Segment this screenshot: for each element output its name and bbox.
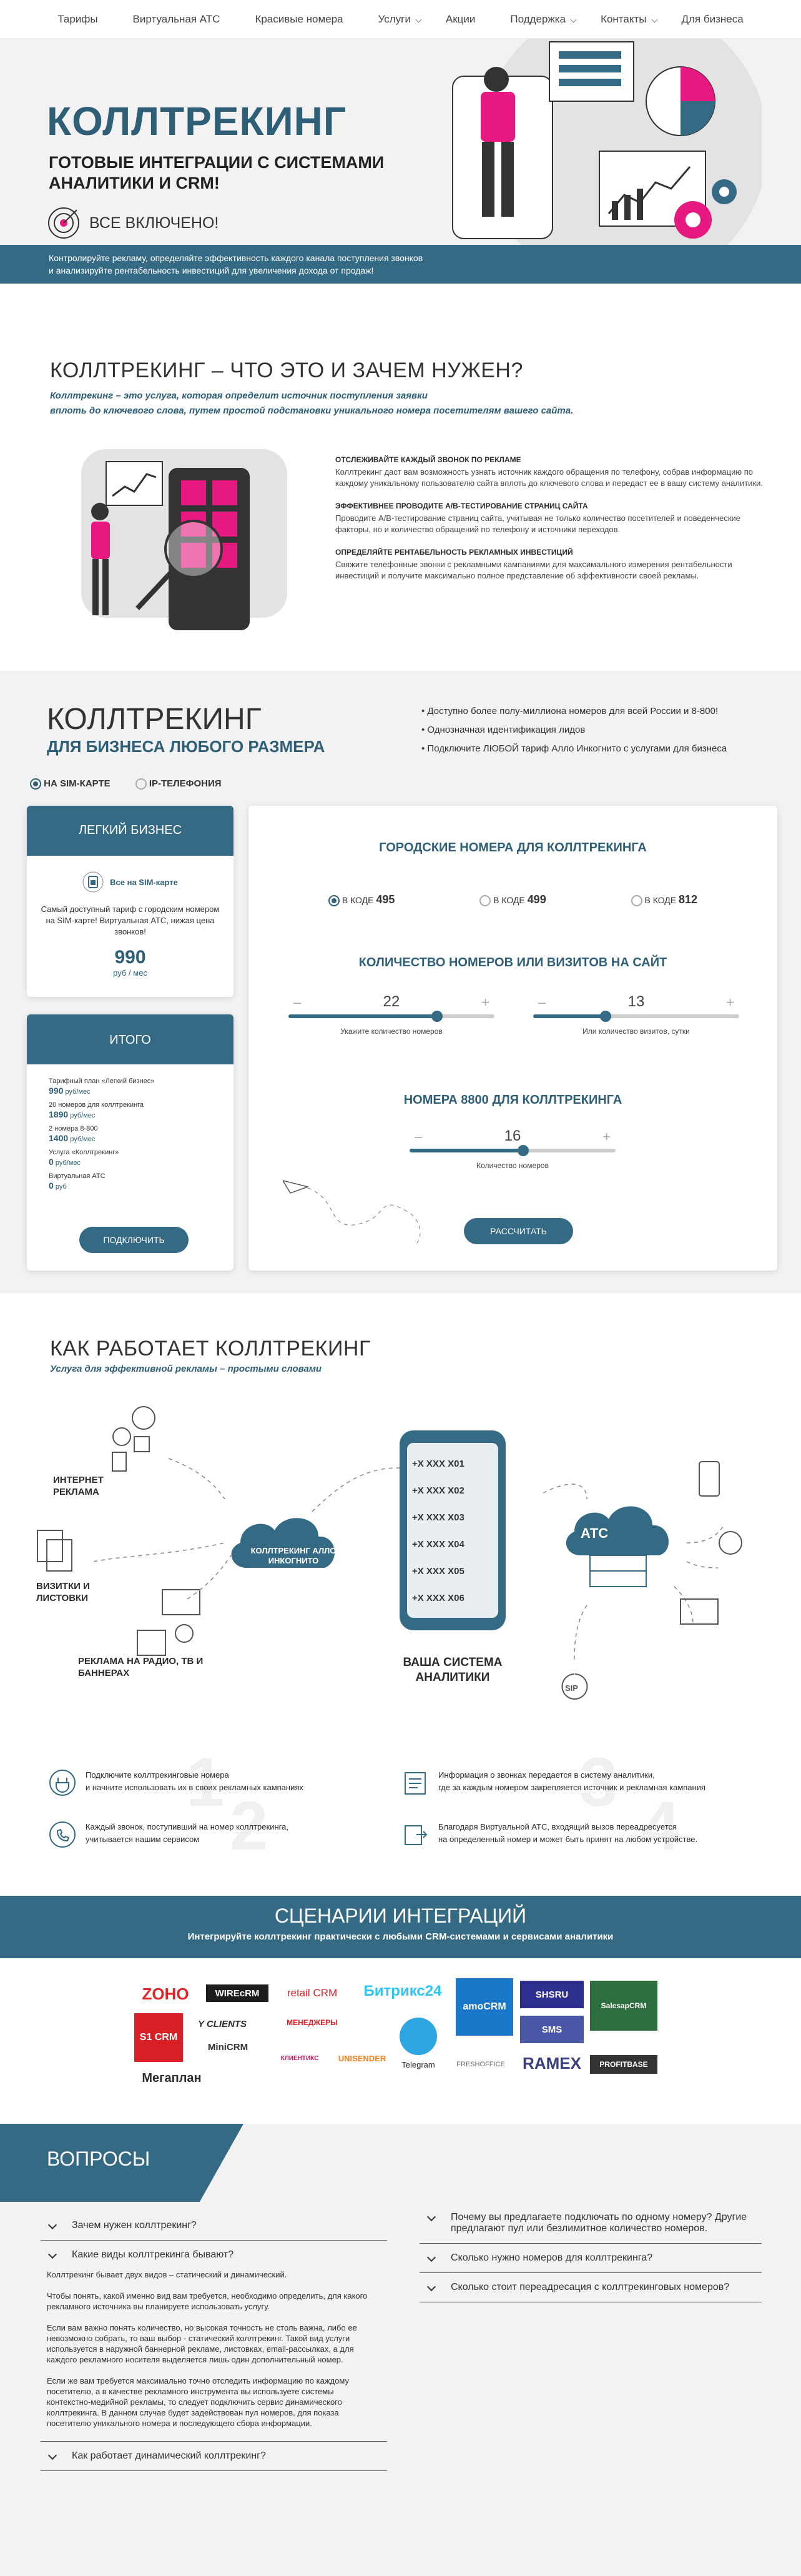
numbers-slider-value[interactable]: 22 bbox=[383, 993, 400, 1010]
logo-shsru[interactable]: SHSRU bbox=[520, 1981, 584, 2008]
total-line-label: 20 номеров для коллтрекинга bbox=[49, 1101, 144, 1109]
total-line-unit: руб/мес bbox=[63, 1088, 91, 1096]
calc-bullet: • Доступно более полу-миллиона номеров для всей России и 8-800! bbox=[421, 706, 719, 716]
calc-title: КОЛЛТРЕКИНГ bbox=[47, 703, 262, 736]
radio-sim[interactable] bbox=[30, 778, 41, 790]
total-line-unit: руб bbox=[53, 1183, 67, 1191]
phone-number: +X XXX X03 bbox=[412, 1512, 464, 1523]
slider-fill bbox=[288, 1014, 437, 1018]
phone-number: +X XXX X02 bbox=[412, 1485, 464, 1496]
total-line bbox=[49, 1172, 233, 1192]
calculate-button[interactable]: РАССЧИТАТЬ bbox=[464, 1218, 573, 1244]
code-option-495[interactable] bbox=[328, 893, 395, 906]
total-line-value: 0 bbox=[49, 1181, 54, 1191]
faq-answer-paragraph: Чтобы понять, какой именно вид вам требуется, необходимо определить, для какого рекламного источника вы планируете использовать услугу. bbox=[47, 2291, 368, 2311]
calc-section bbox=[0, 671, 801, 1293]
how-step bbox=[49, 1769, 303, 1796]
what-point bbox=[335, 455, 766, 489]
phone-number: +X XXX X06 bbox=[412, 1593, 464, 1603]
slider-handle[interactable] bbox=[518, 1145, 529, 1156]
t8800-slider[interactable] bbox=[410, 1127, 616, 1170]
code-option-499[interactable] bbox=[479, 893, 546, 906]
calc-card bbox=[248, 806, 777, 1271]
what-point-heading: ОПРЕДЕЛЯЙТЕ РЕНТАБЕЛЬНОСТЬ РЕКЛАМНЫХ ИНВЕСТИЦИЙ bbox=[335, 548, 573, 557]
what-point bbox=[335, 502, 766, 535]
how-title: КАК РАБОТАЕТ КОЛЛТРЕКИНГ bbox=[50, 1337, 371, 1360]
what-lead bbox=[50, 389, 573, 419]
report-icon bbox=[401, 1769, 429, 1796]
plan-desc: Самый доступный тариф с городским номером на SIM-карте! Виртуальная АТС, нижая цена звонков! bbox=[41, 904, 220, 936]
nav-item-support[interactable]: Поддержка bbox=[493, 13, 583, 26]
analytics-label: ВАША СИСТЕМА АНАЛИТИКИ bbox=[403, 1656, 503, 1684]
hero-subtitle: ГОТОВЫЕ ИНТЕГРАЦИИ С СИСТЕМАМИ АНАЛИТИКИ И CRM! bbox=[49, 153, 385, 192]
faq-question[interactable]: Почему вы предлагаете подключать по одному номеру? Другие предлагают пул или безлимитное количество номеров. bbox=[420, 2203, 762, 2244]
code-label: В КОДЕ bbox=[644, 895, 677, 905]
total-header: ИТОГО bbox=[27, 1014, 233, 1064]
source-cards: ВИЗИТКИ И ЛИСТОВКИ bbox=[36, 1581, 90, 1603]
code-options bbox=[248, 893, 777, 906]
t8800-slider-value[interactable]: 16 bbox=[504, 1127, 521, 1144]
hero-bar-line2: и анализируйте рентабельность инвестиций для увеличения дохода от продаж! bbox=[49, 265, 374, 275]
logo-telegram[interactable]: Telegram bbox=[401, 2059, 435, 2069]
forward-call-icon bbox=[401, 1821, 429, 1848]
integr-title: СЦЕНАРИИ ИНТЕГРАЦИЙ bbox=[274, 1905, 527, 1927]
code-label: В КОДЕ bbox=[493, 895, 525, 905]
how-step bbox=[49, 1821, 288, 1848]
step-number: 4 bbox=[642, 1788, 681, 1865]
tab-sim[interactable] bbox=[30, 778, 111, 790]
sim-card-icon bbox=[82, 871, 104, 893]
total-line-value: 990 bbox=[49, 1086, 64, 1096]
step-number: 2 bbox=[230, 1788, 268, 1865]
radio-812[interactable] bbox=[631, 895, 642, 906]
phone-number: +X XXX X04 bbox=[412, 1539, 464, 1550]
how-steps bbox=[49, 1744, 767, 1880]
plus-icon[interactable]: + bbox=[602, 1129, 611, 1144]
total-line-unit: руб/мес bbox=[53, 1159, 81, 1167]
faq-question[interactable]: Как работает динамический коллтрекинг? bbox=[41, 2441, 387, 2471]
logo-ramex[interactable]: RAMEX bbox=[523, 2053, 581, 2073]
plug-icon bbox=[49, 1769, 76, 1796]
visits-slider-caption: Или количество визитов, сутки bbox=[582, 1027, 690, 1036]
plan-card[interactable] bbox=[27, 806, 233, 997]
logo-minicrm[interactable]: MiniCRM bbox=[207, 2041, 248, 2053]
total-line bbox=[49, 1077, 233, 1097]
visits-slider[interactable] bbox=[533, 993, 739, 1036]
total-line-value: 1400 bbox=[49, 1133, 69, 1143]
radio-ip[interactable] bbox=[135, 778, 147, 790]
total-card bbox=[27, 1014, 233, 1271]
radio-495[interactable] bbox=[328, 895, 340, 906]
source-media: РЕКЛАМА НА РАДИО, ТВ И БАННЕРАХ bbox=[78, 1656, 204, 1678]
how-subtitle: Услуга для эффективной рекламы – простыми словами bbox=[50, 1364, 322, 1374]
faq-answer-paragraph: Коллтрекинг бывает двух видов – статический и динамический. bbox=[47, 2270, 287, 2279]
plan-badge-text: Все на SIM-карте bbox=[110, 877, 178, 887]
visits-slider-value[interactable]: 13 bbox=[627, 993, 645, 1010]
faq-question[interactable]: Сколько нужно номеров для коллтрекинга? bbox=[420, 2244, 762, 2273]
calc-subtitle: ДЛЯ БИЗНЕСА ЛЮБОГО РАЗМЕРА bbox=[47, 737, 325, 756]
how-step bbox=[401, 1821, 697, 1848]
total-line bbox=[49, 1124, 233, 1144]
step-number: 3 bbox=[579, 1744, 618, 1821]
what-point-heading: ОТСЛЕЖИВАЙТЕ КАЖДЫЙ ЗВОНОК ПО РЕКЛАМЕ bbox=[335, 455, 521, 464]
step-text: Информация о звонках передается в систему аналитики, bbox=[438, 1770, 655, 1780]
logo-freshoffice[interactable]: FRESHOFFICE bbox=[456, 2061, 505, 2068]
nav-item-vpbx[interactable]: Виртуальная АТС bbox=[132, 12, 220, 25]
plan-price: 990 bbox=[114, 947, 146, 968]
radio-499[interactable] bbox=[479, 895, 491, 906]
calc-bullet: • Подключите ЛЮБОЙ тариф Алло Инкогнито с услугами для бизнеса bbox=[421, 743, 727, 754]
total-line-unit: руб/мес bbox=[68, 1136, 96, 1143]
minus-icon[interactable]: – bbox=[415, 1129, 423, 1144]
what-point-text: Свяжите телефонные звонки с рекламными кампаниями для максимального измерения рентабельности инвестиций и получите максимально полное представление об эффективности своей рекламы. bbox=[335, 560, 732, 580]
logo-bitrix24[interactable]: Битрикс24 bbox=[363, 1983, 442, 1999]
phone-number-list bbox=[412, 1459, 499, 1620]
logo-retailcrm[interactable]: retail CRM bbox=[287, 1987, 338, 1999]
total-line-label: Виртуальная АТС bbox=[49, 1172, 106, 1180]
plan-badge bbox=[27, 871, 233, 893]
logo-s1crm[interactable]: S1 CRM bbox=[134, 2013, 183, 2062]
hero-included bbox=[47, 206, 219, 240]
source-internet: ИНТЕРНЕТ РЕКЛАМА bbox=[53, 1475, 104, 1497]
total-line-label: Услуга «Коллтрекинг» bbox=[49, 1149, 119, 1156]
step-text: и начните использовать их в своих рекламных кампаниях bbox=[86, 1783, 303, 1792]
logo-profitbase[interactable]: PROFITBASE bbox=[590, 2055, 657, 2074]
paper-plane-icon bbox=[283, 1174, 426, 1249]
total-line bbox=[49, 1101, 233, 1121]
what-points bbox=[335, 455, 766, 582]
qty-title: КОЛИЧЕСТВО НОМЕРОВ ИЛИ ВИЗИТОВ НА САЙТ bbox=[358, 956, 667, 969]
step-number: 1 bbox=[186, 1744, 225, 1821]
code-value: 495 bbox=[376, 893, 395, 906]
sip-label: SIP bbox=[565, 1683, 578, 1693]
code-value: 812 bbox=[679, 893, 698, 906]
tab-sim-label: НА SIM-КАРТЕ bbox=[44, 778, 111, 789]
slider-handle[interactable] bbox=[600, 1011, 611, 1022]
plus-icon[interactable]: + bbox=[481, 994, 489, 1010]
nav-item-business[interactable]: Для бизнеса bbox=[681, 12, 744, 25]
logo-megaplan[interactable]: Мегаплан bbox=[142, 2071, 202, 2085]
logo-clientix[interactable]: КЛИЕНТИКС bbox=[280, 2054, 319, 2062]
logo-sms[interactable]: SMS bbox=[520, 2016, 584, 2043]
step-text: на определенный номер и может быть принят на любом устройстве. bbox=[438, 1835, 698, 1844]
t8800-title: НОМЕРА 8800 ДЛЯ КОЛЛТРЕКИНГА bbox=[403, 1093, 622, 1107]
faq-right bbox=[420, 2203, 762, 2302]
tab-ip[interactable] bbox=[135, 778, 222, 790]
nav-item-contacts[interactable]: Контакты bbox=[583, 13, 664, 26]
slider-fill bbox=[533, 1014, 606, 1018]
faq-answer-paragraph: Если вам важно понять количество, но высокая точность не столь важна, либо ее невозможно собрать, то ваш выбор - статический коллтрекинг. Такой вид услуги используется в наружной баннерной рекламе, листовках, email-рассылках, а для каждого рекламного носителя выделяется лишь один дополнительный номер. bbox=[47, 2323, 357, 2364]
what-point-heading: ЭФФЕКТИВНЕЕ ПРОВОДИТЕ A/B-ТЕСТИРОВАНИЕ СТРАНИЦ САЙТА bbox=[335, 502, 588, 510]
hero-included-text: ВСЕ ВКЛЮЧЕНО! bbox=[89, 214, 219, 232]
total-line-value: 1890 bbox=[49, 1109, 69, 1119]
numbers-slider-caption: Укажите количество номеров bbox=[340, 1027, 443, 1036]
step-text: Благодаря Виртуальной АТС, входящий вызов переадресуется bbox=[438, 1822, 677, 1831]
what-title: КОЛЛТРЕКИНГ – ЧТО ЭТО И ЗАЧЕМ НУЖЕН? bbox=[50, 359, 523, 382]
hero-illustration bbox=[437, 39, 762, 245]
step-text: Каждый звонок, поступивший на номер коллтрекинга, bbox=[86, 1822, 288, 1831]
logos-section bbox=[0, 1958, 801, 2124]
how-section bbox=[0, 1293, 801, 1899]
phone-number: +X XXX X01 bbox=[412, 1459, 464, 1469]
cloud-label: КОЛЛТРЕКИНГ АЛЛО ИНКОГНИТО bbox=[250, 1546, 337, 1565]
hero-banner bbox=[0, 39, 801, 284]
step-text: Подключите коллтрекинговые номера bbox=[86, 1770, 229, 1780]
total-line bbox=[49, 1148, 233, 1168]
total-line-value: 0 bbox=[49, 1157, 54, 1167]
ats-label: АТС bbox=[581, 1525, 609, 1541]
code-label: В КОДЕ bbox=[342, 895, 374, 905]
hero-bar-line1: Контролируйте рекламу, определяйте эффективность каждого канала поступления звонков bbox=[49, 253, 423, 263]
logo-managers[interactable]: МЕНЕДЖЕРЫ bbox=[287, 2018, 338, 2027]
calc-tabs bbox=[30, 778, 222, 790]
faq-left bbox=[41, 2211, 387, 2471]
minus-icon[interactable]: – bbox=[538, 994, 546, 1010]
nav-item-numbers[interactable]: Красивые номера bbox=[255, 12, 343, 25]
incoming-call-icon bbox=[49, 1821, 76, 1848]
slider-handle[interactable] bbox=[431, 1011, 443, 1022]
total-line-label: 2 номера 8-800 bbox=[49, 1125, 98, 1132]
nav-item-tariffs[interactable]: Тарифы bbox=[57, 12, 98, 25]
what-lead-line2: вплоть до ключевого слова, путем простой подстановки уникального номера посетителям вашего сайта. bbox=[50, 405, 574, 416]
logo-amocrm[interactable]: amoCRM bbox=[456, 1978, 513, 2036]
t8800-slider-caption: Количество номеров bbox=[476, 1161, 549, 1170]
target-icon bbox=[47, 206, 81, 240]
slider-fill bbox=[410, 1149, 523, 1152]
step-text: где за каждым номером закрепляется источник и рекламная кампания bbox=[438, 1783, 706, 1792]
code-option-812[interactable] bbox=[631, 893, 697, 906]
plan-price-unit: руб / мес bbox=[113, 968, 147, 978]
total-line-label: Тарифный план «Легкий бизнес» bbox=[49, 1077, 155, 1085]
how-diagram bbox=[25, 1399, 780, 1749]
logo-salesap[interactable]: SalesapCRM bbox=[590, 1981, 657, 2031]
hero-title: КОЛЛТРЕКИНГ bbox=[47, 99, 347, 144]
hero-info-bar bbox=[0, 245, 801, 284]
what-point-text: Проводите A/B-тестирование страниц сайта, учитывая не только количество посетителей и поведенческие факторы, но и количество обращений по телефону и источники переходов. bbox=[335, 513, 741, 534]
plan-header: ЛЕГКИЙ БИЗНЕС bbox=[27, 806, 233, 856]
nav-item-promo[interactable]: Акции bbox=[445, 12, 476, 25]
what-lead-line1: Коллтрекинг – это услуга, которая определит источник поступления заявки bbox=[50, 390, 428, 401]
faq-question-open[interactable]: Какие виды коллтрекинга бывают? bbox=[41, 2241, 387, 2269]
numbers-slider[interactable] bbox=[288, 993, 494, 1036]
nav-item-services[interactable]: Услуги bbox=[361, 13, 428, 26]
total-line-unit: руб/мес bbox=[68, 1112, 96, 1119]
logo-zoho[interactable]: ZOHO bbox=[134, 1983, 197, 2004]
logo-unisender[interactable]: UNISENDER bbox=[338, 2053, 386, 2063]
how-step bbox=[401, 1769, 705, 1796]
code-value: 499 bbox=[527, 893, 546, 906]
integr-subtitle: Интегрируйте коллтрекинг практически с любыми CRM-системами и сервисами аналитики bbox=[187, 1931, 614, 1942]
plus-icon[interactable]: + bbox=[726, 994, 734, 1010]
what-section bbox=[0, 284, 801, 671]
what-illustration bbox=[56, 437, 293, 649]
step-text: учитывается нашим сервисом bbox=[86, 1835, 200, 1844]
connect-button[interactable]: ПОДКЛЮЧИТЬ bbox=[79, 1227, 189, 1253]
what-point bbox=[335, 548, 766, 582]
telegram-icon[interactable] bbox=[400, 2018, 437, 2055]
logo-wirecrm[interactable]: WIREcRM bbox=[206, 1984, 268, 2002]
integr-banner bbox=[0, 1896, 801, 1958]
faq-question[interactable]: Сколько стоит переадресация с коллтрекинговых номеров? bbox=[420, 2273, 762, 2302]
faq-title: ВОПРОСЫ bbox=[47, 2147, 150, 2170]
city-title: ГОРОДСКИЕ НОМЕРА ДЛЯ КОЛЛТРЕКИНГА bbox=[379, 841, 647, 855]
top-nav bbox=[0, 0, 801, 39]
tab-ip-label: IP-ТЕЛЕФОНИЯ bbox=[149, 778, 222, 789]
faq-answer bbox=[41, 2269, 387, 2441]
logo-yclients[interactable]: Y CLIENTS bbox=[197, 2018, 247, 2029]
what-point-text: Коллтрекинг даст вам возможность узнать источник каждого обращения по телефону, собрав информацию по каждому уникальному пользователю сайта вплоть до ключевого слова и передаст ее в вашу систему аналитики. bbox=[335, 467, 764, 488]
minus-icon[interactable]: – bbox=[293, 994, 302, 1010]
phone-number: +X XXX X05 bbox=[412, 1566, 464, 1577]
calc-bullets bbox=[421, 702, 727, 758]
calc-bullet: • Однозначная идентификация лидов bbox=[421, 725, 586, 735]
faq-answer-paragraph: Если же вам требуется максимально точно отследить информацию по каждому посетителю, а в качестве рекламного инструмента вы используете системы контекстно-медийной рекламы, то следует подключить сервис динамического коллтрекинга. В данном случае будет задействован пул номеров, для показа посетителю уникального номера и последующего сбора информации. bbox=[47, 2376, 349, 2428]
faq-question[interactable]: Зачем нужен коллтрекинг? bbox=[41, 2211, 387, 2241]
faq-section bbox=[0, 2124, 801, 2576]
total-lines bbox=[27, 1064, 233, 1192]
